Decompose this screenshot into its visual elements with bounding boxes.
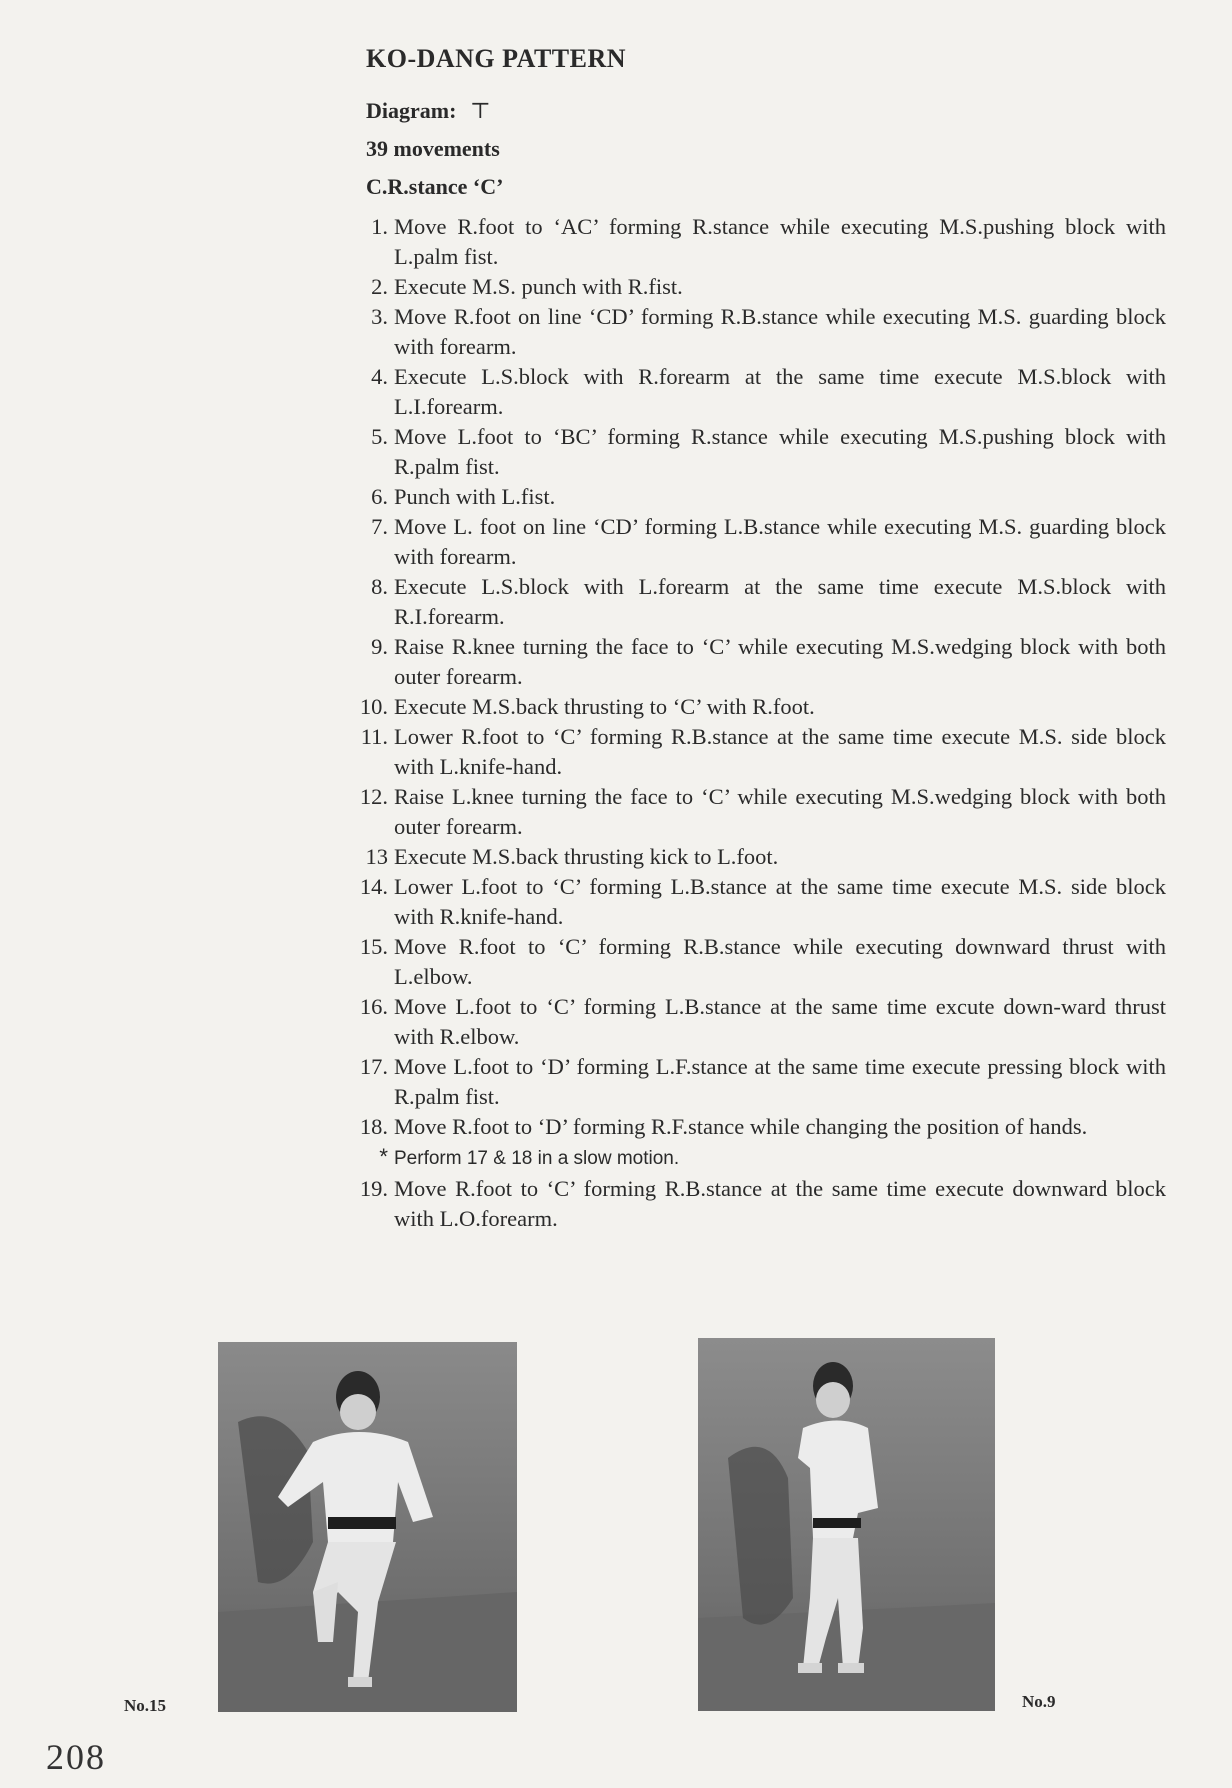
movement-item <box>359 932 1166 992</box>
movement-item <box>366 302 1166 362</box>
movement-item <box>359 1112 1166 1142</box>
movement-text: Lower R.foot to ‘C’ forming R.B.stance at the same time execute M.S. side block with L.knife-hand. <box>394 724 1166 779</box>
movement-number: 15. <box>359 934 388 959</box>
movement-item <box>366 272 1166 302</box>
movement-item <box>366 362 1166 422</box>
movement-item <box>359 1052 1166 1112</box>
movement-text: Execute L.S.block with L.forearm at the same time execute M.S.block with R.I.forearm. <box>394 574 1166 629</box>
movement-text: Move R.foot to ‘AC’ forming R.stance while executing M.S.pushing block with L.palm fist. <box>394 214 1166 269</box>
starting-stance: C.R.stance ‘C’ <box>366 174 504 199</box>
movement-item <box>366 422 1166 482</box>
pattern-title: KO-DANG PATTERN <box>366 44 627 73</box>
movement-note <box>366 1142 1166 1174</box>
movement-number: 17. <box>359 1054 388 1079</box>
movement-item <box>359 692 1166 722</box>
page-number: 208 <box>46 1737 106 1777</box>
movements-count: 39 movements <box>366 136 500 161</box>
photo-right <box>698 1338 995 1711</box>
movement-text: Move L.foot to ‘C’ forming L.B.stance at the same time excute down-ward thrust with R.elbow. <box>394 994 1166 1049</box>
movement-number: 3. <box>371 304 388 329</box>
movement-text: Move R.foot to ‘C’ forming R.B.stance while executing downward thrust with L.elbow. <box>394 934 1166 989</box>
photo-left-illustration <box>218 1342 517 1712</box>
diagram-line <box>366 98 1166 124</box>
movement-text: Move R.foot to ‘D’ forming R.F.stance while changing the position of hands. <box>394 1114 1088 1139</box>
movement-number: 12. <box>359 784 388 809</box>
diagram-symbol: ⊤ <box>469 98 491 123</box>
photo-left <box>218 1342 517 1712</box>
movement-number: 13 <box>365 844 388 869</box>
movements-list <box>359 212 1166 1234</box>
movement-text: Raise R.knee turning the face to ‘C’ while executing M.S.wedging block with both outer forearm. <box>394 634 1166 689</box>
movement-number: 7. <box>371 514 388 539</box>
movement-number: 5. <box>371 424 388 449</box>
movement-text: Move L. foot on line ‘CD’ forming L.B.stance while executing M.S. guarding block with forearm. <box>394 514 1166 569</box>
movement-text: Lower L.foot to ‘C’ forming L.B.stance at the same time execute M.S. side block with R.knife-hand. <box>394 874 1166 929</box>
movement-number: 4. <box>371 364 388 389</box>
movement-text: Move R.foot on line ‘CD’ forming R.B.stance while executing M.S. guarding block with forearm. <box>394 304 1166 359</box>
movement-number: 14. <box>359 874 388 899</box>
movement-item <box>366 512 1166 572</box>
movement-number: 11. <box>360 724 388 749</box>
movement-text: Move L.foot to ‘D’ forming L.F.stance at the same time execute pressing block with R.palm fist. <box>394 1054 1166 1109</box>
photo-right-caption: No.9 <box>1022 1692 1056 1711</box>
movement-item <box>366 842 1166 872</box>
movement-number: 9. <box>371 634 388 659</box>
movement-text: Perform 17 & 18 in a slow motion. <box>394 1148 680 1169</box>
pattern-content <box>359 44 1166 1234</box>
diagram-label: Diagram: <box>366 98 457 123</box>
movement-item <box>359 782 1166 842</box>
movement-item <box>366 572 1166 632</box>
movement-text: Execute M.S. punch with R.fist. <box>394 274 683 299</box>
movement-text: Execute M.S.back thrusting to ‘C’ with R.foot. <box>394 694 815 719</box>
movement-item <box>366 632 1166 692</box>
movement-number: 19. <box>359 1176 388 1201</box>
movement-text: Execute M.S.back thrusting kick to L.foot. <box>394 844 779 869</box>
movement-item <box>360 722 1166 782</box>
movement-text: Punch with L.fist. <box>394 484 556 509</box>
movement-item <box>359 992 1166 1052</box>
movement-number: 10. <box>359 694 388 719</box>
movement-number: 1. <box>371 214 388 239</box>
movement-number: 18. <box>359 1114 388 1139</box>
movement-number: 2. <box>371 274 388 299</box>
movement-number: * <box>379 1144 388 1169</box>
photo-left-caption: No.15 <box>124 1696 167 1715</box>
movement-item <box>359 872 1166 932</box>
movement-text: Move R.foot to ‘C’ forming R.B.stance at the same time execute downward block with L.O.forearm. <box>394 1176 1166 1231</box>
movement-number: 6. <box>371 484 388 509</box>
movement-item <box>366 482 1166 512</box>
movement-number: 8. <box>371 574 388 599</box>
movement-text: Execute L.S.block with R.forearm at the same time execute M.S.block with L.I.forearm. <box>394 364 1166 419</box>
movement-text: Raise L.knee turning the face to ‘C’ while executing M.S.wedging block with both outer forearm. <box>394 784 1166 839</box>
movement-number: 16. <box>359 994 388 1019</box>
movement-item <box>366 212 1166 272</box>
photo-right-illustration <box>698 1338 995 1711</box>
movement-item <box>359 1174 1166 1234</box>
movement-text: Move L.foot to ‘BC’ forming R.stance while executing M.S.pushing block with R.palm fist. <box>394 424 1166 479</box>
